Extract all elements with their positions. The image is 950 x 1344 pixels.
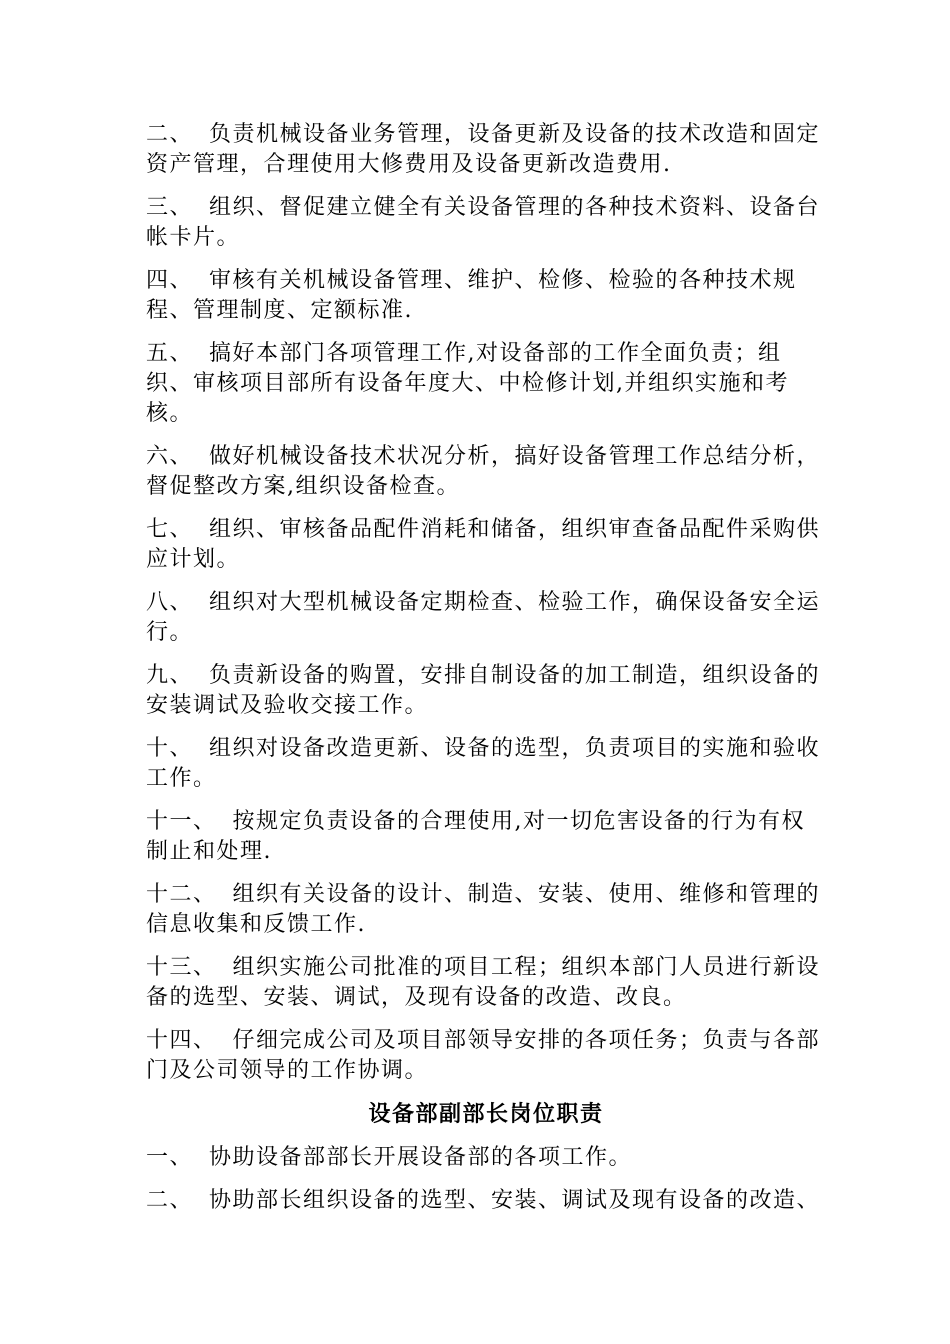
duty-item [146, 880, 826, 940]
duty-item-text: 组织、审核备品配件消耗和储备，组织审查备品配件采购供应计划。 [146, 517, 821, 572]
duty-item [146, 515, 826, 575]
duty-item [146, 734, 826, 794]
duty-item-number: 二、 [146, 1188, 194, 1213]
duty-item [146, 953, 826, 1013]
duty-item-number: 十三、 [146, 955, 217, 980]
duty-item-text: 负责机械设备业务管理，设备更新及设备的技术改造和固定资产管理，合理使用大修费用及设备更新改造费用. [146, 122, 821, 177]
duty-item-number: 一、 [146, 1145, 194, 1170]
duty-list-part2 [146, 1143, 826, 1216]
duty-item-number: 七、 [146, 517, 194, 542]
duty-item [146, 588, 826, 648]
duty-item-text: 组织对设备改造更新、设备的选型，负责项目的实施和验收工作。 [146, 736, 821, 791]
duty-item [146, 1026, 826, 1086]
section-title: 设备部副部长岗位职责 [368, 1101, 604, 1127]
duty-item-text: 仔细完成公司及项目部领导安排的各项任务；负责与各部门及公司领导的工作协调。 [146, 1028, 821, 1083]
document-page [146, 120, 826, 1229]
duty-list-part1 [146, 120, 826, 1086]
duty-item-number: 五、 [146, 341, 194, 366]
duty-item [146, 661, 826, 721]
duty-item-text: 搞好本部门各项管理工作,对设备部的工作全面负责；组织、审核项目部所有设备年度大、中检修计划,并组织实施和考核。 [146, 341, 789, 426]
duty-item-text: 协助设备部部长开展设备部的各项工作。 [209, 1145, 633, 1170]
duty-item-text: 审核有关机械设备管理、维护、检修、检验的各种技术规程、管理制度、定额标准. [146, 268, 797, 323]
duty-item [146, 1186, 826, 1216]
duty-item-number: 十一、 [146, 809, 217, 834]
duty-item-number: 三、 [146, 195, 194, 220]
duty-item [146, 193, 826, 253]
duty-item-text: 组织实施公司批准的项目工程；组织本部门人员进行新设备的选型、安装、调试，及现有设备的改造、改良。 [146, 955, 821, 1010]
duty-item [146, 807, 826, 867]
duty-item-number: 十二、 [146, 882, 217, 907]
duty-item-number: 九、 [146, 663, 194, 688]
duty-item [146, 266, 826, 326]
duty-item-number: 八、 [146, 590, 194, 615]
duty-item-text: 协助部长组织设备的选型、安装、调试及现有设备的改造、 [209, 1188, 821, 1213]
duty-item-text: 按规定负责设备的合理使用,对一切危害设备的行为有权制止和处理. [146, 809, 806, 864]
duty-item [146, 120, 826, 180]
duty-item-number: 四、 [146, 268, 194, 293]
duty-item-text: 组织对大型机械设备定期检查、检验工作，确保设备安全运行。 [146, 590, 821, 645]
duty-item [146, 1143, 826, 1173]
duty-item-number: 二、 [146, 122, 194, 147]
duty-item-text: 做好机械设备技术状况分析，搞好设备管理工作总结分析，督促整改方案,组织设备检查。 [146, 444, 821, 499]
duty-item-number: 十、 [146, 736, 194, 761]
duty-item [146, 339, 826, 429]
duty-item-text: 负责新设备的购置，安排自制设备的加工制造，组织设备的安装调试及验收交接工作。 [146, 663, 821, 718]
duty-item [146, 442, 826, 502]
duty-item-number: 六、 [146, 444, 194, 469]
duty-item-text: 组织、督促建立健全有关设备管理的各种技术资料、设备台帐卡片。 [146, 195, 821, 250]
duty-item-text: 组织有关设备的设计、制造、安装、使用、维修和管理的信息收集和反馈工作. [146, 882, 821, 937]
duty-item-number: 十四、 [146, 1028, 217, 1053]
